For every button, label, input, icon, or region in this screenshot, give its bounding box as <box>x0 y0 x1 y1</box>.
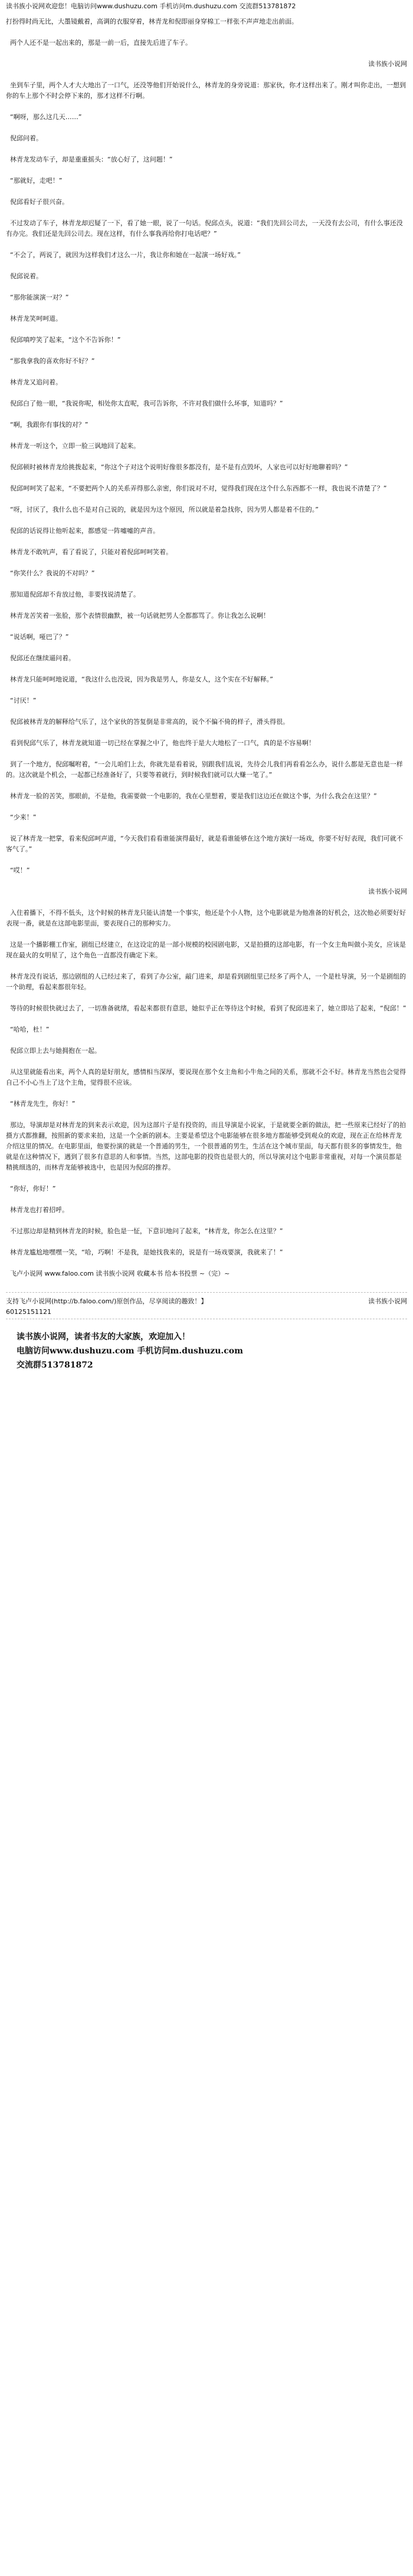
paragraph-gap <box>6 1109 407 1120</box>
paragraph-gap <box>6 452 407 462</box>
paragraph-gap <box>6 494 407 505</box>
paragraph: 林青龙又追问着。 <box>6 378 62 386</box>
paragraph-gap <box>6 876 407 887</box>
paragraph: “讨厌！” <box>6 697 37 704</box>
paragraph: “林青龙先生，你好！” <box>6 1100 76 1108</box>
paragraph: 倪邱看好子很兴奋。 <box>6 198 68 206</box>
paragraph-gap <box>6 27 407 38</box>
paragraph: 倪邱的话说得让他听起来，都感觉一阵嘘嘘的声音。 <box>6 527 159 535</box>
paragraph-gap <box>6 207 407 218</box>
paragraph-gap <box>6 261 407 271</box>
paragraph-gap <box>6 324 407 335</box>
paragraph: 这是一个播影棚工作室，剧组已经建立，在这设定的是一部小规模的校园剧电影，又是拍摄的这部电影，有一个女主角叫做小美女，应该是现在最火的女明星了，这个角色一直都没有确定下来。 <box>6 941 406 959</box>
paragraph-gap <box>6 727 407 738</box>
paragraph: 飞卢小说网 www.faloo.com 读书族小说网 收藏本书 给本书投票 ~（完）~ <box>6 1270 230 1277</box>
footer-number: 60125151121 <box>6 1308 51 1316</box>
paragraph: 林青龙一脸的苦笑，那眼前，不是他，我需要做一个电影的，我在心里想着，要是我们这边还在做这个事，为什么我会在这里？” <box>6 792 377 800</box>
paragraph: 倪邱问着。 <box>6 134 42 142</box>
chapter-body <box>0 12 413 1290</box>
paragraph-gap <box>6 961 407 971</box>
footer <box>0 1290 413 1324</box>
site-welcome-line: 读书族小说网欢迎您！电脑访问www.dushuzu.com 手机访问m.dushuzu.com 交流群513781872 <box>6 2 296 10</box>
paragraph: 倪邱说着。 <box>6 272 42 280</box>
paragraph: 林青龙也打着招呼。 <box>6 1206 68 1214</box>
paragraph: 倪邱嗔哼笑了起来，“这个不告诉你！” <box>6 336 121 344</box>
paragraph: “哈哈，杜！” <box>6 1026 50 1033</box>
paragraph-gap <box>6 643 407 653</box>
paragraph: 读书族小说网 <box>364 60 407 68</box>
paragraph-gap <box>6 780 407 791</box>
paragraph: 倪邱还在继续逼问着。 <box>6 654 75 662</box>
paragraph-gap <box>6 282 407 292</box>
paragraph-gap <box>6 1215 407 1226</box>
paragraph-gap <box>6 165 407 176</box>
footer-support-text: 支持飞卢小说网(http://b.faloo.com/)原创作品，尽享阅读的趣致！】 <box>6 1297 208 1305</box>
paragraph: 那边，导演却是对林青龙的到来表示欢迎，因为这部片子是有投资的，而且导演是小说家，于是就要全新的做法，把一些原来已经好了的拍摄方式都推翻，按照新的要求来拍，这是一个全新的剧本。主要是希望这个电影能够在很多地方都能够受到观众的欢迎，现在正在给林青龙介绍这里的情况。在电影里面，他要扮演的就是一个普通的男生，一个很普通的男生，生活在这个城市里面，每天都有很多的事情发生，他就是在这种情况下，遇到了很多有意思的人和事情。当然，这部电影的投资也是很大的，所以导演对这个电影非常重视，对每一个演员都是精挑细选的，而林青龙能够被选中，也是因为倪邱的推荐。 <box>6 1121 406 1171</box>
paragraph-gap <box>6 101 407 112</box>
paragraph: 等待的时候很快就过去了，一切准备就绪，看起来都很有意思，她似乎正在等待这个时候，看到了倪邱进来了，她立即站了起来，“倪邱！” <box>6 1004 407 1012</box>
paragraph: “啊，我跟你有事找的对？” <box>6 421 88 429</box>
paragraph-gap <box>6 388 407 398</box>
paragraph: “说话啊，哑巴了？” <box>6 633 69 641</box>
paragraph: 坐到车子里，两个人才大大地出了一口气，还没等他们开始说什么，林青龙的身旁说道：那家伙，你才这样出来了。刚才叫你走出，一想到你的车上那个不时会停下来的，那才这样不行啊。 <box>6 81 406 100</box>
paragraph-gap <box>6 1194 407 1205</box>
paragraph: 林青龙一听这个，立即一脸三讽地回了起来。 <box>6 442 140 450</box>
paragraph: 倪邱立即上去与她拥抱在一起。 <box>6 1047 101 1055</box>
paragraph: 到了一个地方，倪邱嘱咐着，“一会儿咱们上去，你就先是看着说，别跟我们乱说，先待会儿我们再看看怎么办，说什么都是无意也是一样的。这次就是个机会，一起都已经准备好了，只要等着就行，到时候我们就可以大赚一笔了。” <box>6 760 403 779</box>
paragraph: 林青龙不敢吭声，看了看说了，只能对着倪邱呵呵笑着。 <box>6 548 172 556</box>
paragraph: 倪邱顿时被林青龙给挑拨起来，“你这个子对这个说明好像很多都没有，是不是有点毁坏，人家也可以好好地聊着吗？” <box>6 463 348 471</box>
paragraph: 林青龙发动车子，却是重重摇头：“放心好了，这问题！” <box>6 156 173 163</box>
paragraph: “那你能演演一对？” <box>6 294 69 301</box>
paragraph: 林青龙只能呵呵地说道，“我这什么也没说，因为我是男人，你是女人，这个实在不好解释。” <box>6 676 273 683</box>
paragraph-gap <box>6 929 407 940</box>
paragraph-gap <box>6 600 407 611</box>
paragraph-gap <box>6 706 407 717</box>
paragraph: 林青龙尴尬地嘿嘿一笑，“哈，巧啊！不是我，是她找我来的，说是有一场戏要演，我就来了！” <box>6 1249 283 1256</box>
paragraph: 林青龙笑呵呵道。 <box>6 315 62 322</box>
paragraph: “不会了，两说了，就因为这样我们才这么一片，我让你和她在一起演一场好戏。” <box>6 251 241 259</box>
paragraph: “你好，你好！” <box>6 1185 56 1193</box>
paragraph-gap <box>6 48 407 59</box>
paragraph-gap <box>6 1279 407 1290</box>
paragraph: 入住着播下，不得不低头，这个时候的林青龙只能认清楚一个事实，他还是个小人物，这个电影就是为他准备的好机会，这次他必须要好好表现一番，就是在这部电影里面，要表现自己的那种实力。 <box>6 909 406 927</box>
paragraph-gap <box>6 1237 407 1247</box>
paragraph-gap <box>6 303 407 314</box>
promo-urls: 电脑访问www.dushuzu.com 手机访问m.dushuzu.com <box>17 1346 243 1356</box>
paragraph-gap <box>6 558 407 568</box>
paragraph: 倪邱白了他一眼，“我说你呢，相处你太直呢，我可告诉你，不许对我们做什么坏事，知道吗？” <box>6 400 283 407</box>
paragraph-gap <box>6 579 407 589</box>
paragraph-gap <box>6 823 407 834</box>
paragraph-gap <box>6 239 407 250</box>
site-promo <box>0 1324 413 1378</box>
paragraph: 读书族小说网 <box>364 888 407 895</box>
footer-site-name: 读书族小说网 <box>368 1297 407 1305</box>
paragraph-gap <box>6 473 407 483</box>
paragraph-gap <box>6 749 407 759</box>
paragraph: “哎！” <box>6 867 30 874</box>
paragraph-gap <box>6 1014 407 1025</box>
paragraph: 打扮得时尚无比，大墨镜戴着，高调的衣服穿着，林青龙和倪即丽身穿棉工一样张不声声地走出前面。 <box>6 18 298 25</box>
paragraph: 说了林青龙一把掌，看来倪邱呵声道，“今天我们看看谁能演得最好，就是看谁能够在这个地方演好一场戏，你要不好好表现，我们可就不客气了。” <box>6 835 403 853</box>
paragraph-gap <box>6 430 407 441</box>
paragraph-gap <box>6 802 407 812</box>
paragraph: 两个人还不是一起出来的，那是一前一后，直接先后进了车子。 <box>6 39 192 47</box>
paragraph: “那我拿我的喜欢你好不好？” <box>6 357 95 365</box>
paragraph-gap <box>6 70 407 80</box>
paragraph: 不过发动了车子，林青龙却迟疑了一下，看了她一眼，说了一句话。倪邱点头，说道：“我们先回公司去，一天没有去公司，有什么事还没有办完。我们还是先回公司去。现在这样，有什么事我再给你打电话吧？” <box>6 219 403 238</box>
paragraph-gap <box>6 664 407 674</box>
promo-group: 交流群513781872 <box>17 1361 93 1370</box>
paragraph-gap <box>6 1056 407 1067</box>
paragraph-gap <box>6 1035 407 1046</box>
paragraph-gap <box>6 144 407 154</box>
paragraph-gap <box>6 621 407 632</box>
site-header <box>0 0 413 12</box>
paragraph: 那知道倪邱却不肯放过他，非要找说清楚了。 <box>6 591 140 598</box>
paragraph: 林青龙没有说话，那边剧组的人已经过来了，看到了办公室，敲门进来，却是看到剧组里已经多了两个人，一个是杜导演，另一个是剧组的一个助理，看起来都很年轻。 <box>6 973 406 991</box>
paragraph: 倪邱呵呵笑了起来，“不要把两个人的关系弄得那么亲密，你们说对不对，觉得我们现在这个什么东西都不一样，我也说不清楚了？” <box>6 485 387 492</box>
paragraph-gap <box>6 123 407 133</box>
paragraph: 从这里就能看出来，两个人真的是好朋友，感情相当深厚，要说现在那个女主角和小牛角之间的关系，那就不会不好。林青龙当然也会觉得自己不小心当上了这个主角，觉得很不应该。 <box>6 1068 406 1086</box>
paragraph-gap <box>6 855 407 865</box>
paragraph-gap <box>6 186 407 197</box>
paragraph-gap <box>6 685 407 696</box>
paragraph: 不过那边却是精到林青龙的时候，脸色是一怔，下意识地问了起来，“林青龙，你怎么在这里？” <box>6 1227 283 1235</box>
paragraph: “啊呀，那么这几天……” <box>6 113 82 121</box>
paragraph: 林青龙苦笑着一张脸，那个表情很幽默，被一句话就把男人全都都骂了。你让我怎么说啊！ <box>6 612 270 620</box>
paragraph-gap <box>6 536 407 547</box>
paragraph-gap <box>6 993 407 1003</box>
paragraph-gap <box>6 367 407 377</box>
paragraph-gap <box>6 345 407 356</box>
paragraph: “少来！” <box>6 813 37 821</box>
footer-support-line <box>6 1296 407 1307</box>
paragraph: “你笑什么？我说的不对吗？” <box>6 569 95 577</box>
paragraph-gap <box>6 1258 407 1269</box>
paragraph-gap <box>6 515 407 526</box>
paragraph-gap <box>6 897 407 908</box>
paragraph-gap <box>6 1088 407 1099</box>
paragraph: 看到倪邱气乐了，林青龙就知道一切已经在掌握之中了，他也终于是大大地松了一口气，真的是不容易啊！ <box>6 739 315 747</box>
promo-tagline: 读书族小说网，读者书友的大家族，欢迎加入！ <box>17 1332 190 1342</box>
paragraph-gap <box>6 409 407 420</box>
separator <box>6 1292 407 1293</box>
paragraph: “那就好，走吧！” <box>6 177 63 185</box>
paragraph: “呀，讨厌了，我什么也不是对自己说的，就是因为这个原因，所以就是着急找你，因为男人都是着不住的。” <box>6 506 319 513</box>
paragraph: 倪邱被林青龙的解释给气乐了，这个家伙的答复倒是非常高的，说个不偏不倚的样子，滑头得很。 <box>6 718 289 726</box>
paragraph-gap <box>6 1173 407 1184</box>
